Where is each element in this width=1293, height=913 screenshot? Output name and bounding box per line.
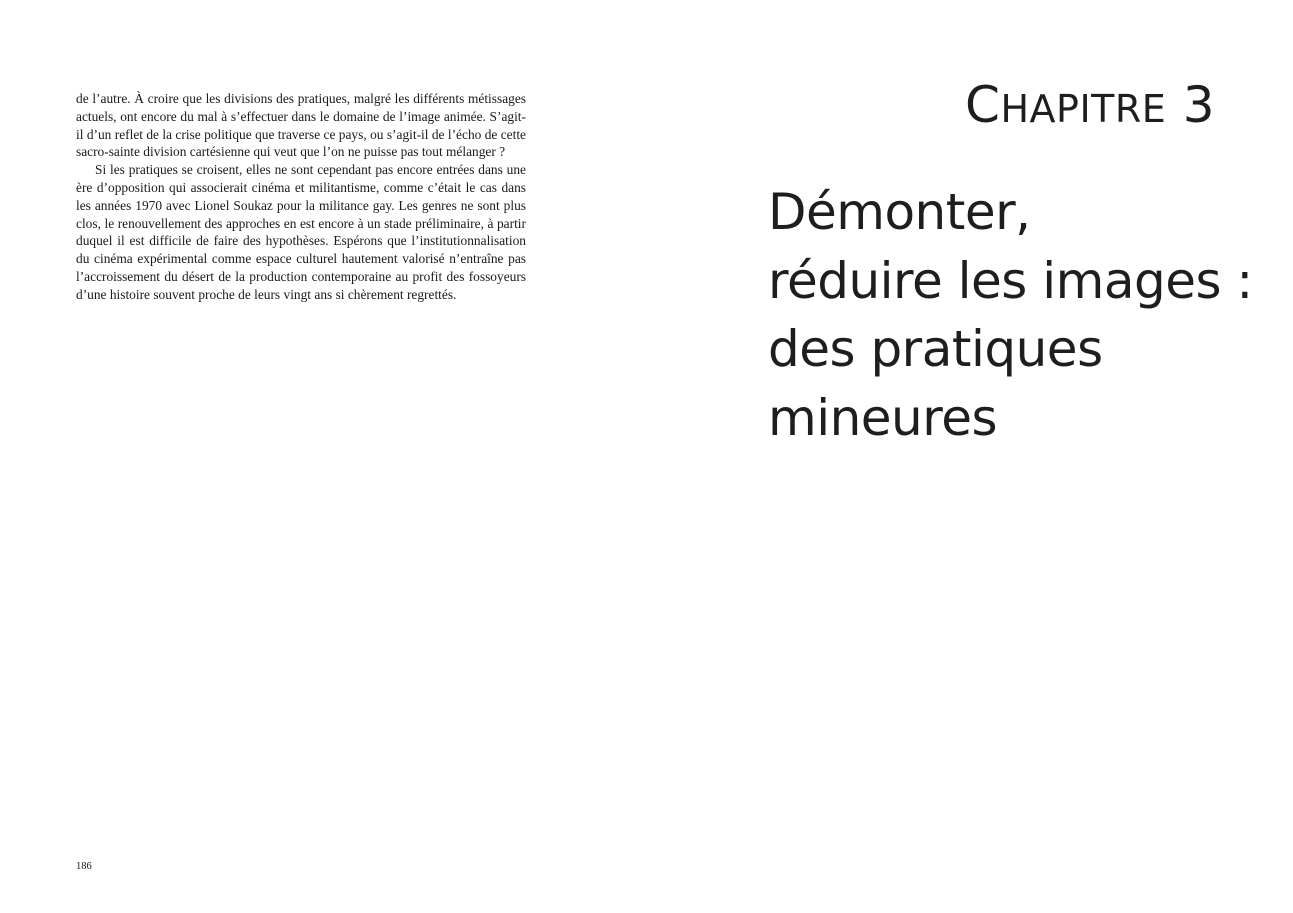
chapter-number: 3 xyxy=(1182,76,1215,134)
chapter-title-line: mineures xyxy=(768,388,998,447)
chapter-title-line: des pratiques xyxy=(768,320,1103,378)
paragraph: Si les pratiques se croisent, elles ne sont cependant pas encore entrées dans une ère d’opposition qui associerait cinéma et militantisme, comme c’était le cas dans les années 1970 avec Lionel Soukaz pour la militance gay. Les genres ne sont plus clos, le renouvellement des approches en est encore à un stade préliminaire, à partir duquel il est difficile de faire des hypothèses. Espérons que l’institutionnalisation du cinéma expérimental comme espace culturel hautement valorisé n’entraîne pas l’accroissement du désert de la production contemporaine au profit des fossoyeurs d’une histoire souvent proche de leurs vingt ans si chèrement regrettés. xyxy=(76,162,526,302)
page-number: 186 xyxy=(76,861,92,872)
chapter-label-initial: C xyxy=(965,76,1001,134)
paragraph-continuation: de l’autre. À croire que les divisions des pratiques, malgré les différents métissages actuels, ont encore du mal à s’effectuer dans le domaine de l’image animée. S’agit-il d’un reflet de la crise politique que traverse ce pays, ou s’agit-il de l’écho de cette sacro-sainte division cartésienne qui veut que l’on ne puisse pas tout mélanger ? xyxy=(76,91,526,160)
body-text xyxy=(76,90,526,304)
chapter-title xyxy=(768,178,1253,452)
right-page xyxy=(646,0,1293,913)
chapter-title-line: réduire les images : xyxy=(768,251,1253,310)
chapter-title-line: Démonter, xyxy=(768,183,1031,241)
chapter-label xyxy=(965,70,1215,144)
chapter-label-word: HAPITRE xyxy=(1000,87,1167,131)
left-page xyxy=(0,0,646,913)
